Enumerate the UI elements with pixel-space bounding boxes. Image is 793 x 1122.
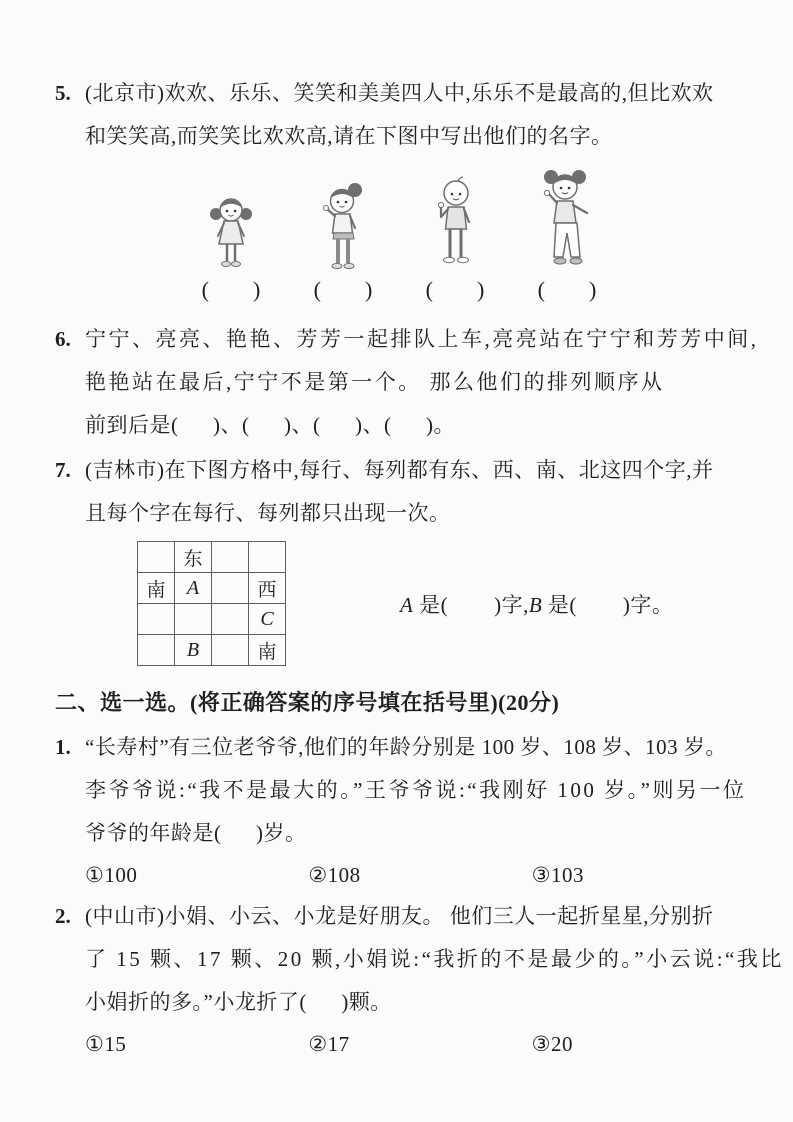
question-5 (55, 72, 755, 306)
direction-grid (137, 541, 286, 666)
s2-question-1-line-2: 李爷爷说:“我不是最大的。”王爷爷说:“我刚好 100 岁。”则另一位 (85, 778, 747, 802)
grid-cell (138, 635, 175, 666)
question-7-line-2: 且每个字在每行、每列都只出现一次。 (85, 501, 451, 525)
question-7-caption (354, 564, 673, 644)
question-6-line-2: 艳艳站在最后,宁宁不是第一个。 那么他们的排列顺序从 (85, 370, 665, 394)
grid-cell (212, 604, 249, 635)
grid-cell-A: A (175, 573, 212, 604)
s2-question-1-options (55, 855, 755, 895)
option-2: ②108 (308, 863, 361, 887)
question-7-grid-block (55, 541, 755, 666)
question-6-line-3: 前到后是( )、( )、( )、( )。 (85, 413, 455, 437)
grid-cell (212, 635, 249, 666)
s2-question-2-number: 2. (55, 904, 71, 928)
option-1: ①100 (85, 863, 138, 887)
grid-row-2 (138, 573, 286, 604)
section-2-question-1 (55, 726, 755, 895)
child-figure-1 (175, 193, 287, 271)
caption-text-b: 是( )字。 (542, 592, 674, 617)
question-7-number: 7. (55, 458, 71, 482)
s2-question-2-line-2: 了 15 颗、17 颗、20 颗,小娟说:“我折的不是最少的。”小云说:“我比 (85, 947, 784, 971)
caption-letter-B: B (528, 592, 543, 617)
question-7 (55, 449, 755, 666)
grid-cell-B: B (175, 635, 212, 666)
s2-question-2-line-1: (中山市)小娟、小云、小龙是好朋友。 他们三人一起折星星,分别折 (85, 904, 714, 928)
grid-cell (212, 542, 249, 573)
grid-cell: 南 (138, 573, 175, 604)
question-6-number: 6. (55, 327, 71, 351)
option-3: ③20 (531, 1032, 573, 1056)
answer-blank-4: ( ) (537, 277, 597, 302)
s2-question-2-options (55, 1024, 755, 1064)
s2-question-1-number: 1. (55, 735, 71, 759)
grid-cell (175, 604, 212, 635)
section-2-question-2 (55, 895, 784, 1064)
child-girl-shortest-icon (207, 193, 255, 271)
child-figure-4 (511, 169, 623, 271)
grid-cell (138, 604, 175, 635)
question-7-line-1: (吉林市)在下图方格中,每行、每列都有东、西、南、北这四个字,并 (85, 458, 714, 482)
child-boy-third-icon (428, 175, 482, 271)
question-6 (55, 318, 759, 447)
grid-row-4 (138, 635, 286, 666)
grid-cell (249, 542, 286, 573)
question-6-line-1: 宁宁、亮亮、艳艳、芳芳一起排队上车,亮亮站在宁宁和芳芳中间, (85, 327, 759, 351)
caption-letter-A: A (400, 592, 414, 617)
child-figure-3 (399, 175, 511, 271)
answer-blank-1: ( ) (201, 277, 261, 302)
question-5-figure-row (175, 168, 755, 271)
question-5-line-2: 和笑笑高,而笑笑比欢欢高,请在下图中写出他们的名字。 (85, 124, 613, 148)
grid-cell: 东 (175, 542, 212, 573)
grid-cell: 西 (249, 573, 286, 604)
grid-cell-C: C (249, 604, 286, 635)
grid-cell: 南 (249, 635, 286, 666)
option-2: ②17 (308, 1032, 350, 1056)
question-5-number: 5. (55, 81, 71, 105)
question-5-answer-row (175, 274, 755, 306)
option-1: ①15 (85, 1032, 127, 1056)
child-girl-second-icon (317, 181, 369, 271)
caption-text-a: 是( )字, (413, 592, 529, 617)
s2-question-1-line-1: “长寿村”有三位老爷爷,他们的年龄分别是 100 岁、108 岁、103 岁。 (85, 735, 727, 759)
s2-question-1-line-3: 爷爷的年龄是( )岁。 (85, 821, 307, 845)
s2-question-2-line-3: 小娟折的多。”小龙折了( )颗。 (85, 990, 392, 1014)
grid-cell (138, 542, 175, 573)
grid-row-1 (138, 542, 286, 573)
question-5-line-1: (北京市)欢欢、乐乐、笑笑和美美四人中,乐乐不是最高的,但比欢欢 (85, 81, 714, 105)
grid-row-3 (138, 604, 286, 635)
grid-cell (212, 573, 249, 604)
option-3: ③103 (531, 863, 584, 887)
child-figure-2 (287, 181, 399, 271)
answer-blank-3: ( ) (425, 277, 485, 302)
answer-blank-2: ( ) (313, 277, 373, 302)
child-girl-tallest-icon (534, 169, 600, 271)
section-2-header: 二、选一选。(将正确答案的序号填在括号里)(20分) (55, 690, 560, 715)
